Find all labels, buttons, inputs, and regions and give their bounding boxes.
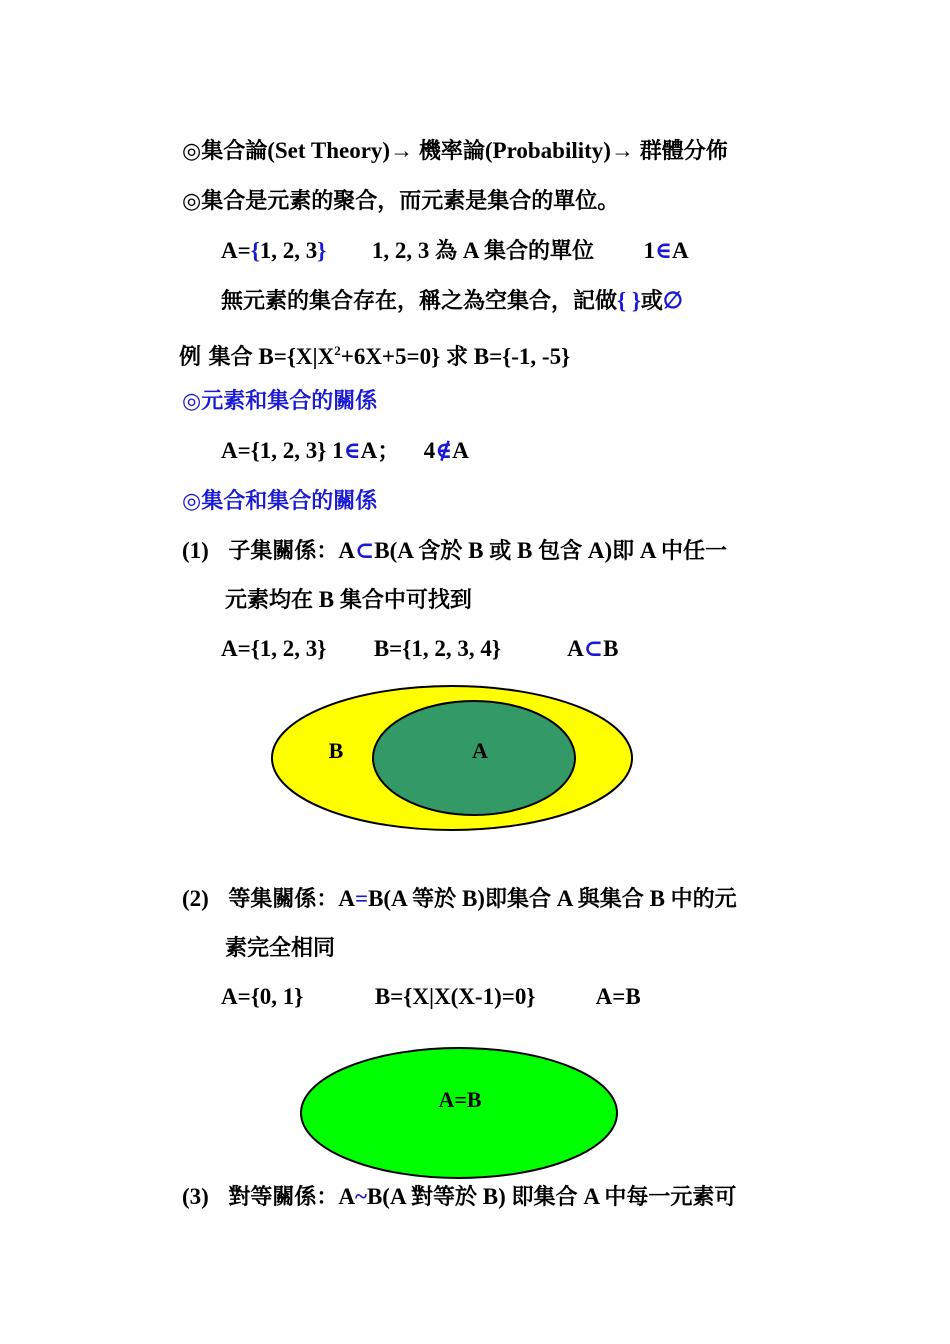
equal-text: 即集合 <box>484 887 551 912</box>
subset-text: 元素均在 <box>225 588 314 613</box>
elements-text: 1, 2, 3 <box>371 238 430 263</box>
equal-text: 與集合 <box>577 887 644 912</box>
text-unit: 集合的單位 <box>483 239 594 264</box>
set-a-example: A={1, 2, 3} <box>221 636 327 661</box>
item-number: (2) <box>182 886 209 911</box>
text-probability-en: (Probability) <box>484 138 611 163</box>
equal-text: 中的元 <box>670 887 737 912</box>
example-label: 例 集合 <box>179 345 253 370</box>
set-name-b: B <box>468 538 484 563</box>
heading-set-theory <box>182 136 728 167</box>
set-name-a: A <box>338 538 355 563</box>
bullet-symbol: ◎ <box>182 389 202 414</box>
subset-text: 即 <box>612 539 635 564</box>
subset-relation-cont <box>225 585 472 616</box>
empty-set-text: 無元素的集合存在，稱之為空集合，記做 <box>221 289 618 314</box>
equal-relation <box>182 884 737 915</box>
equal-venn-diagram <box>299 1046 621 1180</box>
set-name-a: A <box>672 238 689 263</box>
venn-label-equal: A=B <box>438 1087 482 1112</box>
text-set-theory-en: (Set Theory) <box>267 138 391 163</box>
item-number: (3) <box>182 1184 209 1209</box>
definition-text: 集合是元素的聚合，而元素是集合的單位。 <box>201 189 620 214</box>
membership-example <box>221 436 469 466</box>
element-of-icon: ∈ <box>343 438 361 463</box>
set-name-a: A <box>567 636 584 661</box>
set-name-a: A <box>338 886 355 911</box>
section-element-set-relation <box>182 386 377 417</box>
set-b-answer: B={-1, -5} <box>473 344 571 369</box>
equivalent-text: 即集合 <box>511 1185 578 1210</box>
equal-set-ellipse <box>301 1048 617 1178</box>
text-find: 求 <box>445 345 468 370</box>
element-one: 1 <box>643 238 655 263</box>
example-set-b <box>179 336 570 373</box>
empty-set-line <box>221 286 683 317</box>
membership-text: A={1, 2, 3} 1 <box>221 438 344 463</box>
set-name-a: A <box>452 438 469 463</box>
example-set-a <box>221 236 689 267</box>
set-b-example: B={X|X(X-1)=0} <box>374 984 536 1009</box>
subset-title: 子集關係： <box>228 539 339 564</box>
text-wei: 為 <box>435 239 458 264</box>
definition-line <box>182 186 619 217</box>
set-name-a: A <box>639 538 656 563</box>
equivalent-text: B) <box>482 1184 506 1209</box>
equivalent-title: 對等關係： <box>228 1185 339 1210</box>
set-a-label: A= <box>221 238 251 263</box>
equal-text: B) <box>461 886 485 911</box>
text-set-theory-zh: 集合論 <box>201 139 268 164</box>
equal-title: 等集關係： <box>228 887 339 912</box>
set-a-elements: 1, 2, 3 <box>259 238 318 263</box>
tilde-icon: ~ <box>354 1184 367 1209</box>
item-number: (1) <box>182 538 209 563</box>
subset-text: 或 <box>489 539 512 564</box>
equivalent-text: B(A <box>366 1184 406 1209</box>
bullet-symbol: ◎ <box>182 489 202 514</box>
empty-set-icon: ∅ <box>662 288 683 313</box>
set-name-a: A <box>556 886 573 911</box>
empty-braces: { } <box>617 288 641 313</box>
set-name-b: B <box>649 886 665 911</box>
set-name-b: B <box>318 587 335 612</box>
equal-text: 等於 <box>412 887 457 912</box>
bullet-symbol: ◎ <box>182 139 202 164</box>
equal-text: 素完全相同 <box>225 936 336 961</box>
section-set-set-relation <box>182 486 377 517</box>
set-b-equation: +6X+5=0} <box>340 344 441 369</box>
text-probability-zh: 機率論 <box>418 139 485 164</box>
set-name-a: A <box>338 1184 355 1209</box>
set-name-a: A <box>462 238 479 263</box>
equal-result: A=B <box>595 984 641 1009</box>
equal-relation-cont <box>225 933 335 964</box>
set-b-example: B={1, 2, 3, 4} <box>373 636 501 661</box>
set-name-b: B <box>603 636 619 661</box>
subset-example <box>221 634 618 664</box>
subset-text: 集合中可找到 <box>339 588 472 613</box>
venn-label-b: B <box>328 738 344 763</box>
equal-example <box>221 982 641 1012</box>
set-name-a: A <box>583 1184 599 1209</box>
brace-close: } <box>317 238 327 263</box>
text-or: 或 <box>640 289 663 314</box>
subset-relation <box>182 536 727 567</box>
bullet-symbol: ◎ <box>182 189 202 214</box>
superscript-two: 2 <box>334 343 341 358</box>
brace-open: { <box>250 238 260 263</box>
equivalent-text: 對等於 <box>411 1185 478 1210</box>
subset-text: 中任一 <box>660 539 727 564</box>
not-element-of-icon: ∉ <box>435 438 453 463</box>
section-title: 元素和集合的關係 <box>201 389 378 414</box>
subset-icon: ⊂ <box>583 636 604 661</box>
equivalent-relation <box>182 1182 736 1213</box>
arrow-icon: → <box>610 138 634 163</box>
set-a-example: A={0, 1} <box>221 984 304 1009</box>
subset-text: 含於 <box>418 539 463 564</box>
equivalent-text: 中每一元素可 <box>604 1185 737 1210</box>
equal-text: B(A <box>368 886 407 911</box>
subset-text: 包含 <box>538 539 583 564</box>
element-of-icon: ∈ <box>655 238 673 263</box>
subset-text: B(A <box>374 538 413 563</box>
set-b-definition: B={X|X <box>258 344 335 369</box>
set-name-a: A； <box>360 438 401 463</box>
text-distribution: 群體分佈 <box>639 139 728 164</box>
arrow-icon: → <box>390 138 414 163</box>
set-name-b: B <box>516 538 533 563</box>
subset-icon: ⊂ <box>354 538 375 563</box>
subset-text: A) <box>587 538 613 563</box>
section-title: 集合和集合的關係 <box>201 489 378 514</box>
venn-label-a: A <box>472 738 488 763</box>
subset-venn-diagram <box>270 684 636 832</box>
element-four: 4 <box>423 438 436 463</box>
equals-icon: = <box>354 886 369 911</box>
